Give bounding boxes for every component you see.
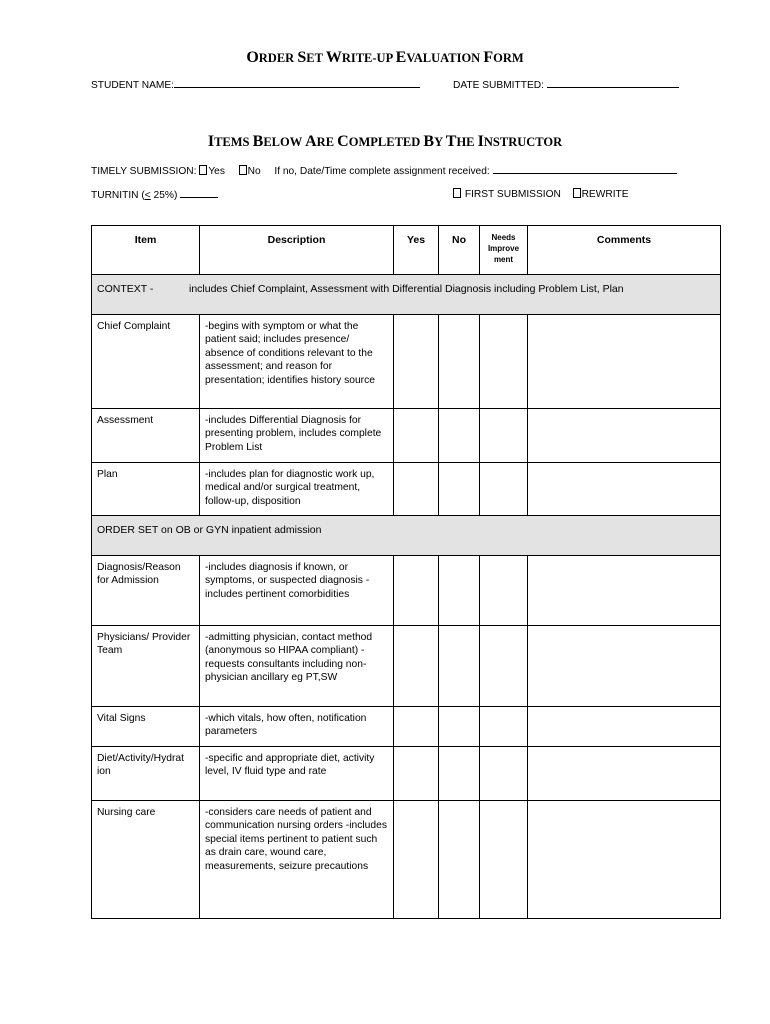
turnitin-label: TURNITIN (	[91, 190, 145, 201]
row-item: Diet/Activity/Hydrat ion	[92, 747, 200, 801]
yes-cell[interactable]	[394, 626, 439, 707]
timely-yes-checkbox[interactable]	[199, 165, 207, 175]
form-title: ORDER SET WRITE-UP EVALUATION FORM	[246, 49, 524, 66]
row-description: -specific and appropriate diet, activity level, IV fluid type and rate	[200, 747, 394, 801]
no-cell[interactable]	[439, 747, 480, 801]
comments-cell[interactable]	[528, 707, 721, 747]
student-name-label: STUDENT NAME:	[91, 80, 175, 91]
row-description: -includes plan for diagnostic work up, medical and/or surgical treatment, follow-up, disposition	[200, 463, 394, 516]
row-item: Chief Complaint	[92, 315, 200, 409]
timely-no-label: No	[247, 166, 261, 177]
date-submitted-label: DATE SUBMITTED:	[453, 80, 544, 91]
comments-cell[interactable]	[528, 747, 721, 801]
first-submission-checkbox[interactable]	[453, 188, 461, 198]
comments-cell[interactable]	[528, 801, 721, 919]
table-row	[92, 409, 721, 463]
needs-improvement-cell[interactable]	[480, 556, 528, 626]
no-cell[interactable]	[439, 556, 480, 626]
table-row	[92, 626, 721, 707]
no-cell[interactable]	[439, 463, 480, 516]
context-section	[92, 275, 721, 315]
rewrite-checkbox[interactable]	[573, 188, 581, 198]
if-no-label: If no, Date/Time complete assignment received:	[274, 166, 490, 177]
header-needs-improvement: Needs Improve ment	[480, 226, 528, 275]
yes-cell[interactable]	[394, 409, 439, 463]
row-item: Vital Signs	[92, 707, 200, 747]
row-item: Physicians/ Provider Team	[92, 626, 200, 707]
timely-yes-label: Yes	[208, 166, 225, 177]
comments-cell[interactable]	[528, 315, 721, 409]
row-description: -admitting physician, contact method (anonymous so HIPAA compliant) -requests consultants including non-physician ancillary eg PT,SW	[200, 626, 394, 707]
needs-improvement-cell[interactable]	[480, 747, 528, 801]
first-submission-label: FIRST SUBMISSION	[464, 189, 561, 200]
submission-type-row	[453, 188, 629, 200]
no-cell[interactable]	[439, 626, 480, 707]
context-text: includes Chief Complaint, Assessment with Differential Diagnosis including Problem List, Plan	[189, 283, 624, 295]
context-section-row	[92, 275, 721, 315]
needs-improvement-cell[interactable]	[480, 801, 528, 919]
row-item: Assessment	[92, 409, 200, 463]
needs-improvement-cell[interactable]	[480, 315, 528, 409]
comments-cell[interactable]	[528, 409, 721, 463]
student-name-line[interactable]	[174, 78, 420, 88]
turnitin-row	[91, 188, 218, 201]
comments-cell[interactable]	[528, 463, 721, 516]
table-row	[92, 747, 721, 801]
comments-cell[interactable]	[528, 626, 721, 707]
header-yes: Yes	[394, 226, 439, 275]
needs-improvement-cell[interactable]	[480, 626, 528, 707]
table-row	[92, 315, 721, 409]
table-header-row	[92, 226, 721, 275]
header-no: No	[439, 226, 480, 275]
no-cell[interactable]	[439, 409, 480, 463]
order-set-section-row	[92, 516, 721, 556]
yes-cell[interactable]	[394, 463, 439, 516]
order-set-section: ORDER SET on OB or GYN inpatient admission	[92, 516, 721, 556]
yes-cell[interactable]	[394, 747, 439, 801]
table-row	[92, 801, 721, 919]
row-description: -considers care needs of patient and communication nursing orders -includes special items pertinent to patient such as drain care, wound care, measurements, seizure precautions	[200, 801, 394, 919]
header-comments: Comments	[528, 226, 721, 275]
turnitin-lte: <	[144, 190, 151, 201]
row-description: -includes Differential Diagnosis for presenting problem, includes complete Problem List	[200, 409, 394, 463]
table-row	[92, 556, 721, 626]
table-row	[92, 707, 721, 747]
timely-submission-row	[91, 164, 677, 177]
needs-improvement-cell[interactable]	[480, 463, 528, 516]
date-submitted-line[interactable]	[547, 78, 679, 88]
needs-improvement-cell[interactable]	[480, 409, 528, 463]
row-description: -which vitals, how often, notification parameters	[200, 707, 394, 747]
yes-cell[interactable]	[394, 707, 439, 747]
date-submitted-field	[453, 78, 679, 91]
no-cell[interactable]	[439, 801, 480, 919]
table-row	[92, 463, 721, 516]
context-label: CONTEXT -	[97, 283, 154, 295]
header-description: Description	[200, 226, 394, 275]
row-item: Diagnosis/Reason for Admission	[92, 556, 200, 626]
row-description: -begins with symptom or what the patient said; includes presence/ absence of conditions relevant to the assessment; and reason for presentation; identifies history source	[200, 315, 394, 409]
timely-no-checkbox[interactable]	[239, 165, 247, 175]
needs-improvement-cell[interactable]	[480, 707, 528, 747]
timely-submission-label: TIMELY SUBMISSION:	[91, 166, 197, 177]
evaluation-table	[91, 225, 721, 919]
header-item: Item	[92, 226, 200, 275]
comments-cell[interactable]	[528, 556, 721, 626]
row-item: Nursing care	[92, 801, 200, 919]
rewrite-label: REWRITE	[581, 189, 629, 200]
yes-cell[interactable]	[394, 315, 439, 409]
row-item: Plan	[92, 463, 200, 516]
yes-cell[interactable]	[394, 801, 439, 919]
row-description: -includes diagnosis if known, or symptoms, or suspected diagnosis -includes pertinent comorbidities	[200, 556, 394, 626]
turnitin-line[interactable]	[180, 188, 218, 198]
instructor-heading: ITEMS BELOW ARE COMPLETED BY THE INSTRUCTOR	[207, 133, 563, 150]
no-cell[interactable]	[439, 315, 480, 409]
no-cell[interactable]	[439, 707, 480, 747]
received-datetime-line[interactable]	[493, 164, 677, 174]
student-name-field	[91, 78, 420, 91]
yes-cell[interactable]	[394, 556, 439, 626]
turnitin-pct: 25%)	[150, 190, 178, 201]
